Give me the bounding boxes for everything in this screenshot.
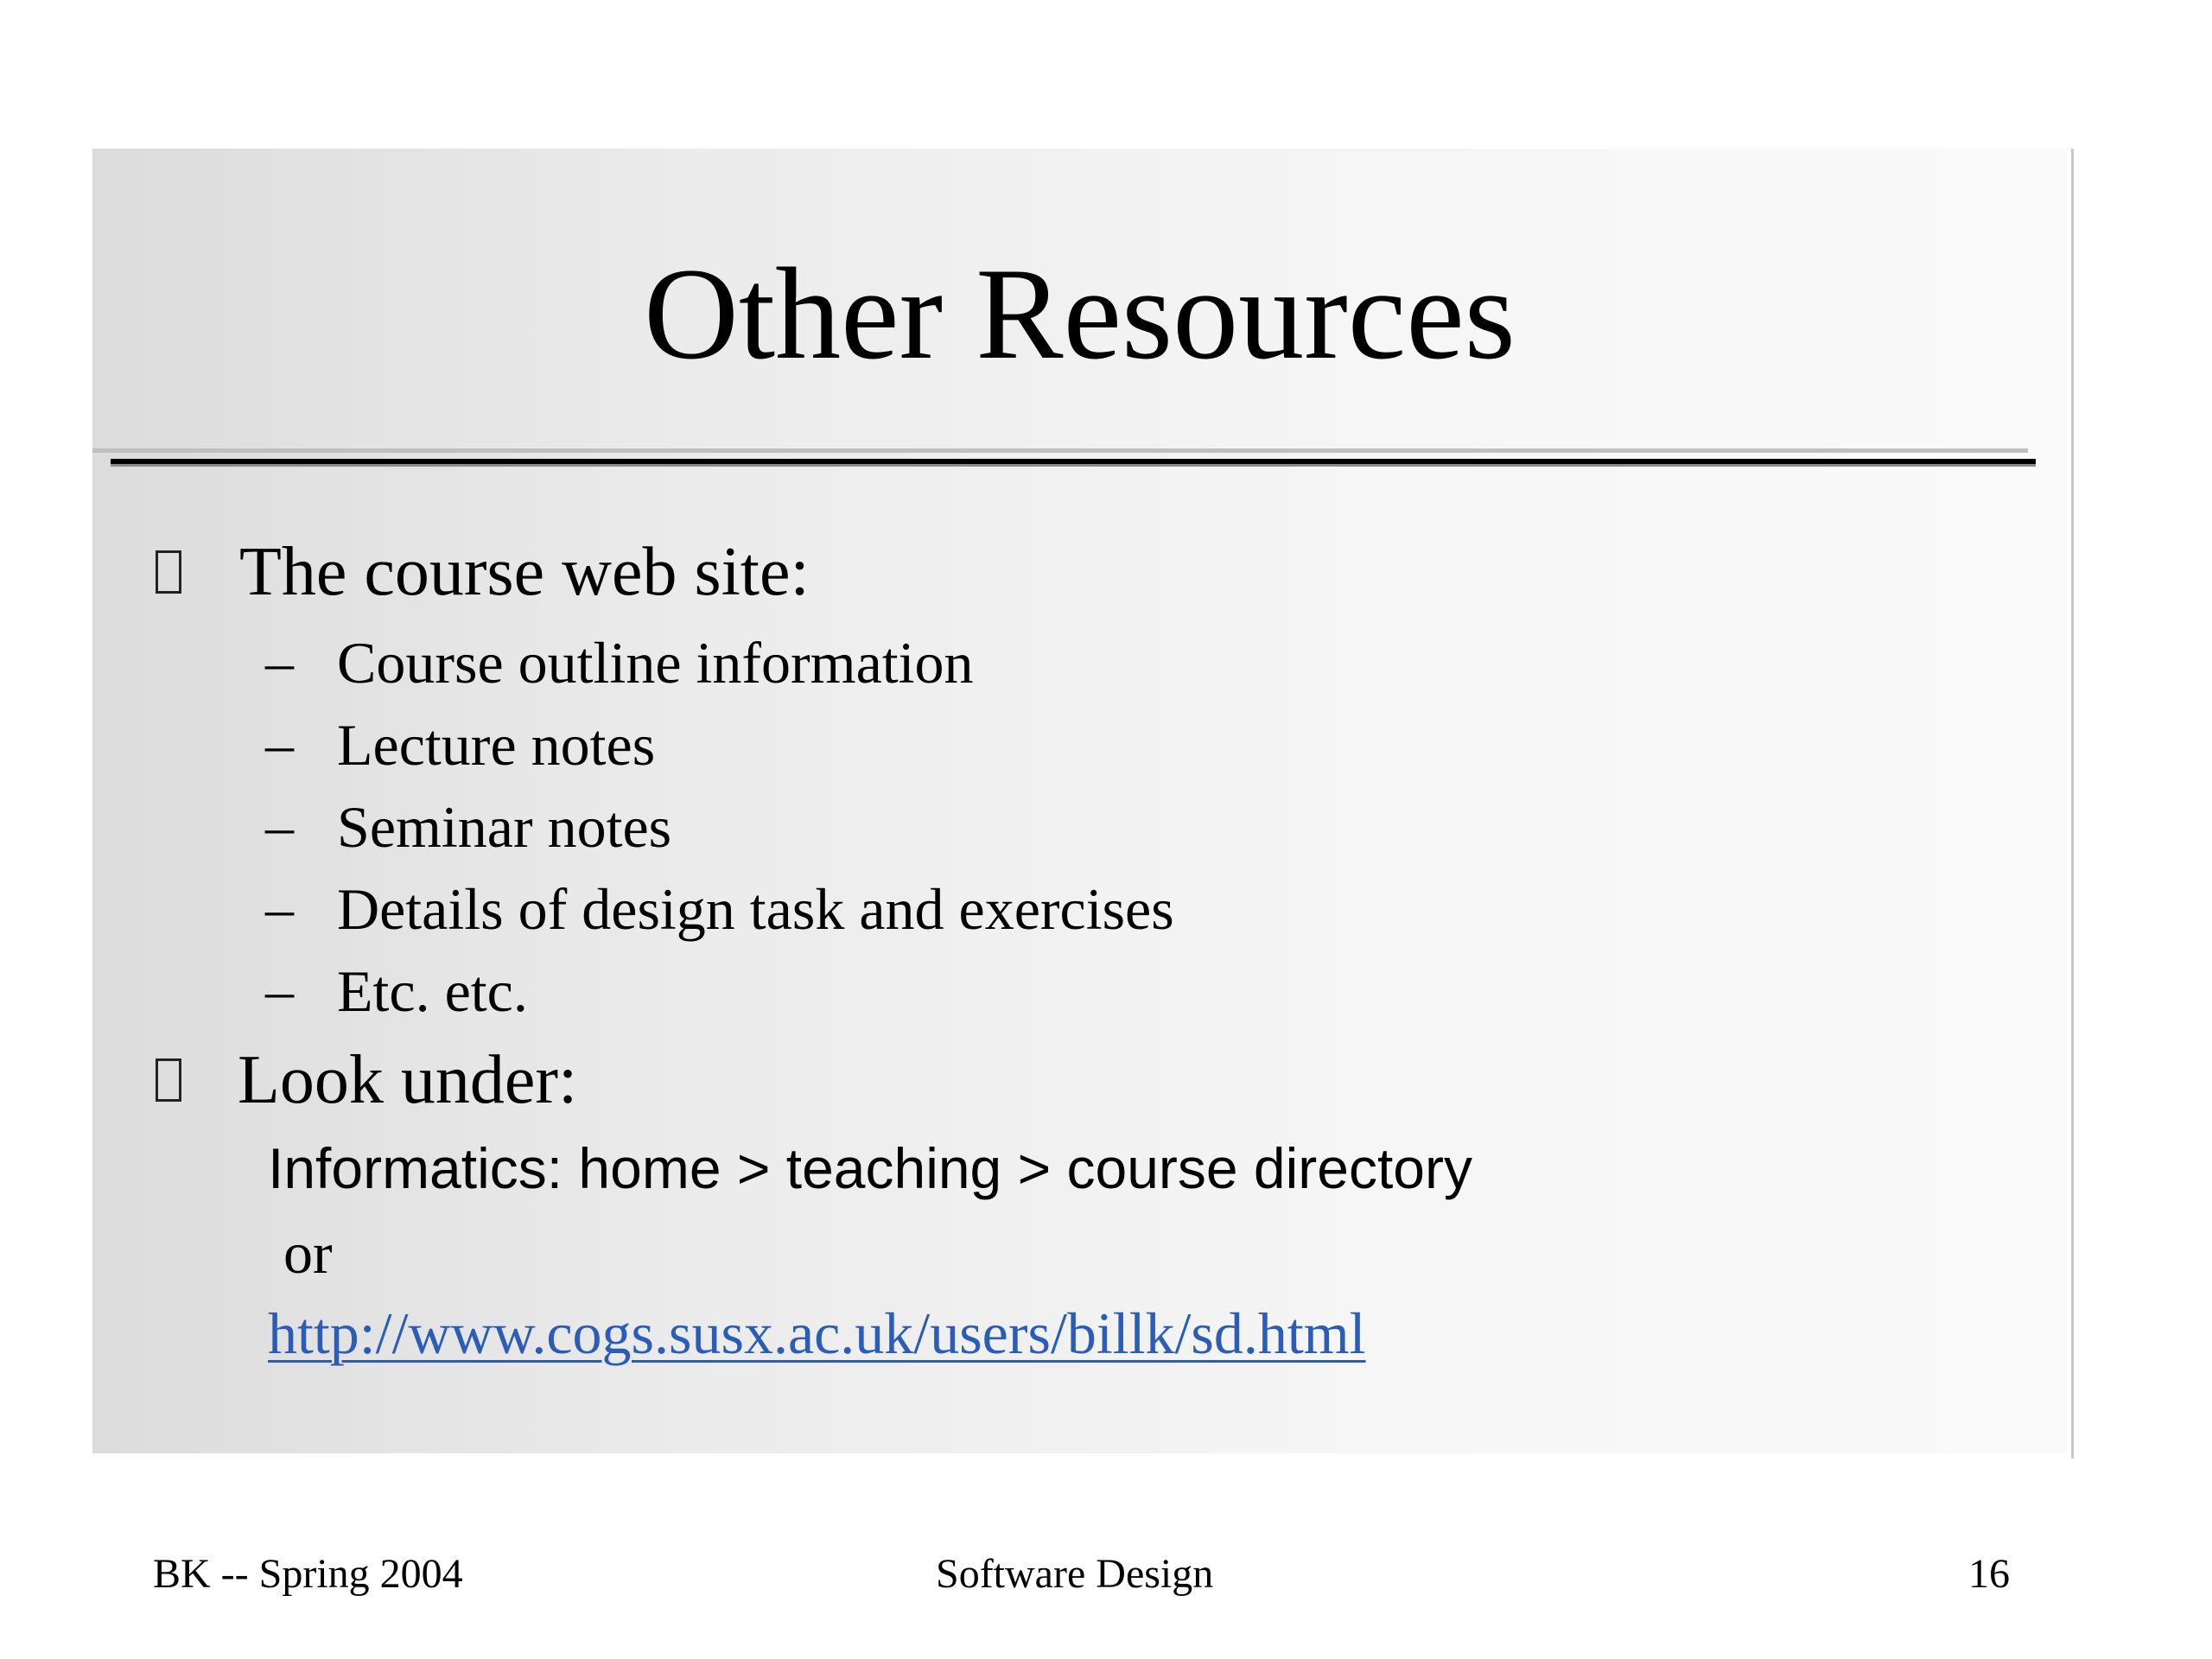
subitem-design-task: Details of design task and exercises bbox=[337, 876, 1174, 942]
footer-page-number: 16 bbox=[1968, 1551, 2010, 1597]
slide-right-edge bbox=[2071, 149, 2074, 1459]
footer-author-term: BK -- Spring 2004 bbox=[153, 1551, 463, 1597]
dash-icon: – bbox=[265, 959, 294, 1022]
course-website-link[interactable]: http://www.cogs.susx.ac.uk/users/billk/sd.html bbox=[268, 1300, 1366, 1366]
dash-icon: – bbox=[265, 795, 294, 858]
subitem-etc: Etc. etc. bbox=[337, 958, 528, 1024]
slide-title: Other Resources bbox=[644, 241, 1516, 386]
title-divider-shadow bbox=[111, 464, 2036, 467]
dash-icon: – bbox=[265, 713, 294, 776]
subitem-lecture-notes: Lecture notes bbox=[337, 712, 656, 778]
bullet-course-web-site: The course web site: bbox=[239, 534, 810, 610]
dash-icon: – bbox=[265, 877, 294, 940]
footer-course-name: Software Design bbox=[936, 1551, 1214, 1597]
or-text: or bbox=[283, 1220, 333, 1286]
subitem-course-outline: Course outline information bbox=[337, 630, 974, 696]
navigation-path-text: Informatics: home > teaching > course directory bbox=[268, 1136, 1472, 1200]
bullet-square-icon bbox=[156, 1058, 181, 1102]
bullet-square-icon bbox=[156, 550, 181, 594]
title-divider-light bbox=[92, 448, 2028, 453]
dash-icon: – bbox=[265, 631, 294, 694]
bullet-look-under: Look under: bbox=[238, 1042, 578, 1118]
subitem-seminar-notes: Seminar notes bbox=[337, 794, 672, 860]
